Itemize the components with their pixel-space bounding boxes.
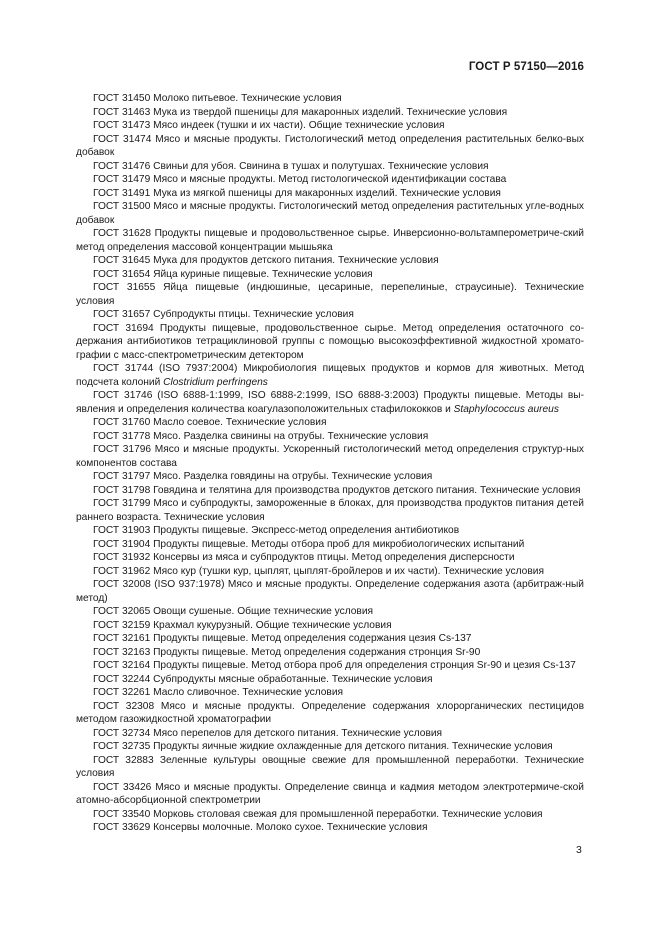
- reference-item: ГОСТ 31744 (ISO 7937:2004) Микробиология пищевых продуктов и кормов для животных. Метод подсчета колоний Clostridium perfringens: [76, 363, 584, 388]
- reference-item: ГОСТ 31798 Говядина и телятина для производства продуктов детского питания. Технические условия: [93, 484, 581, 496]
- reference-item: ГОСТ 31796 Мясо и мясные продукты. Ускоренный гистологический метод определения структур-ных компонентов состава: [76, 444, 584, 469]
- reference-item: ГОСТ 32883 Зеленные культуры овощные свежие для промышленной переработки. Технические условия: [76, 754, 584, 779]
- reference-item: ГОСТ 31778 Мясо. Разделка свинины на отрубы. Технические условия: [93, 430, 429, 442]
- reference-item: ГОСТ 31694 Продукты пищевые, продовольственное сырье. Метод определения остаточного со-держания антибиотиков тетрациклиновой группы с помощью высокоэффективной жидкостной хромато-графии с масс-спектрометрическим детектором: [76, 322, 584, 361]
- normative-references-list: [76, 92, 584, 835]
- reference-item: ГОСТ 31463 Мука из твердой пшеницы для макаронных изделий. Технические условия: [93, 106, 508, 118]
- reference-item: ГОСТ 31628 Продукты пищевые и продовольственное сырье. Инверсионно-вольтамперометриче-ский метод определения массовой концентрации мышьяка: [76, 228, 584, 253]
- reference-item: ГОСТ 31500 Мясо и мясные продукты. Гистологический метод определения растительных угле-водных добавок: [76, 201, 584, 226]
- reference-item: ГОСТ 32735 Продукты яичные жидкие охлажденные для детского питания. Технические условия: [93, 741, 553, 752]
- reference-item: ГОСТ 31491 Мука из мягкой пшеницы для макаронных изделий. Технические условия: [93, 187, 501, 199]
- reference-item: ГОСТ 32008 (ISO 937:1978) Мясо и мясные продукты. Определение содержания азота (арбитраж-ный метод): [76, 579, 584, 604]
- reference-item: ГОСТ 33540 Морковь столовая свежая для промышленной переработки. Технические условия: [93, 808, 543, 820]
- reference-item: ГОСТ 31654 Яйца куриные пищевые. Технические условия: [93, 268, 373, 280]
- reference-item: ГОСТ 31962 Мясо кур (тушки кур, цыплят, цыплят-бройлеров и их части). Технические условия: [93, 565, 544, 577]
- reference-item: ГОСТ 31657 Субпродукты птицы. Технические условия: [93, 309, 354, 320]
- reference-item: ГОСТ 31746 (ISO 6888-1:1999, ISO 6888-2:1999, ISO 6888-3:2003) Продукты пищевые. Методы вы-явления и определения количества коагулазоположительных стафилококков и Staphylococcus aureus: [76, 390, 584, 415]
- reference-item: ГОСТ 32159 Крахмал кукурузный. Общие технические условия: [93, 619, 392, 631]
- reference-item: ГОСТ 31655 Яйца пищевые (индюшиные, цесариные, перепелиные, страусиные). Технические условия: [76, 282, 584, 307]
- reference-item: ГОСТ 32308 Мясо и мясные продукты. Определение содержания хлорорганических пестицидов методом газожидкостной хроматографии: [76, 700, 584, 725]
- reference-item: ГОСТ 32734 Мясо перепелов для детского питания. Технические условия: [93, 727, 443, 739]
- reference-item: ГОСТ 31932 Консервы из мяса и субпродуктов птицы. Метод определения дисперсности: [93, 552, 515, 563]
- reference-item: ГОСТ 33426 Мясо и мясные продукты. Определение свинца и кадмия методом электротермиче-ской атомно-абсорбционной спектрометрии: [76, 781, 584, 806]
- reference-item: ГОСТ 31797 Мясо. Разделка говядины на отрубы. Технические условия: [93, 471, 433, 482]
- reference-item: ГОСТ 31904 Продукты пищевые. Методы отбора проб для микробиологических испытаний: [93, 538, 525, 550]
- document-header-standard-id: ГОСТ Р 57150—2016: [468, 61, 584, 73]
- reference-item: ГОСТ 31903 Продукты пищевые. Экспресс-метод определения антибиотиков: [93, 525, 460, 536]
- reference-item: ГОСТ 31645 Мука для продуктов детского питания. Технические условия: [93, 255, 439, 266]
- reference-item: ГОСТ 32163 Продукты пищевые. Метод определения содержания стронция Sr-90: [93, 646, 481, 658]
- reference-item: ГОСТ 32261 Масло сливочное. Технические условия: [93, 687, 344, 698]
- reference-item: ГОСТ 32161 Продукты пищевые. Метод определения содержания цезия Cs-137: [93, 633, 472, 644]
- reference-item: ГОСТ 31450 Молоко питьевое. Технические условия: [93, 93, 342, 104]
- reference-item: ГОСТ 31799 Мясо и субпродукты, замороженные в блоках, для производства продуктов питания детей раннего возраста. Технические условия: [76, 498, 584, 523]
- reference-item: ГОСТ 32065 Овощи сушеные. Общие технические условия: [93, 606, 374, 617]
- reference-item: ГОСТ 31476 Свиньи для убоя. Свинина в тушах и полутушах. Технические условия: [93, 160, 489, 172]
- reference-item: ГОСТ 31760 Масло соевое. Технические условия: [93, 417, 327, 428]
- reference-item: ГОСТ 32244 Субпродукты мясные обработанные. Технические условия: [93, 673, 433, 685]
- reference-item: ГОСТ 31474 Мясо и мясные продукты. Гистологический метод определения растительных белко-вых добавок: [76, 133, 584, 158]
- reference-item: ГОСТ 32164 Продукты пищевые. Метод отбора проб для определения стронция Sr-90 и цезия Cs-137: [93, 660, 576, 671]
- reference-item: ГОСТ 31479 Мясо и мясные продукты. Метод гистологической идентификации состава: [93, 174, 507, 185]
- reference-item: ГОСТ 33629 Консервы молочные. Молоко сухое. Технические условия: [93, 822, 428, 833]
- reference-item: ГОСТ 31473 Мясо индеек (тушки и их части). Общие технические условия: [93, 120, 445, 131]
- page-number: 3: [576, 844, 582, 856]
